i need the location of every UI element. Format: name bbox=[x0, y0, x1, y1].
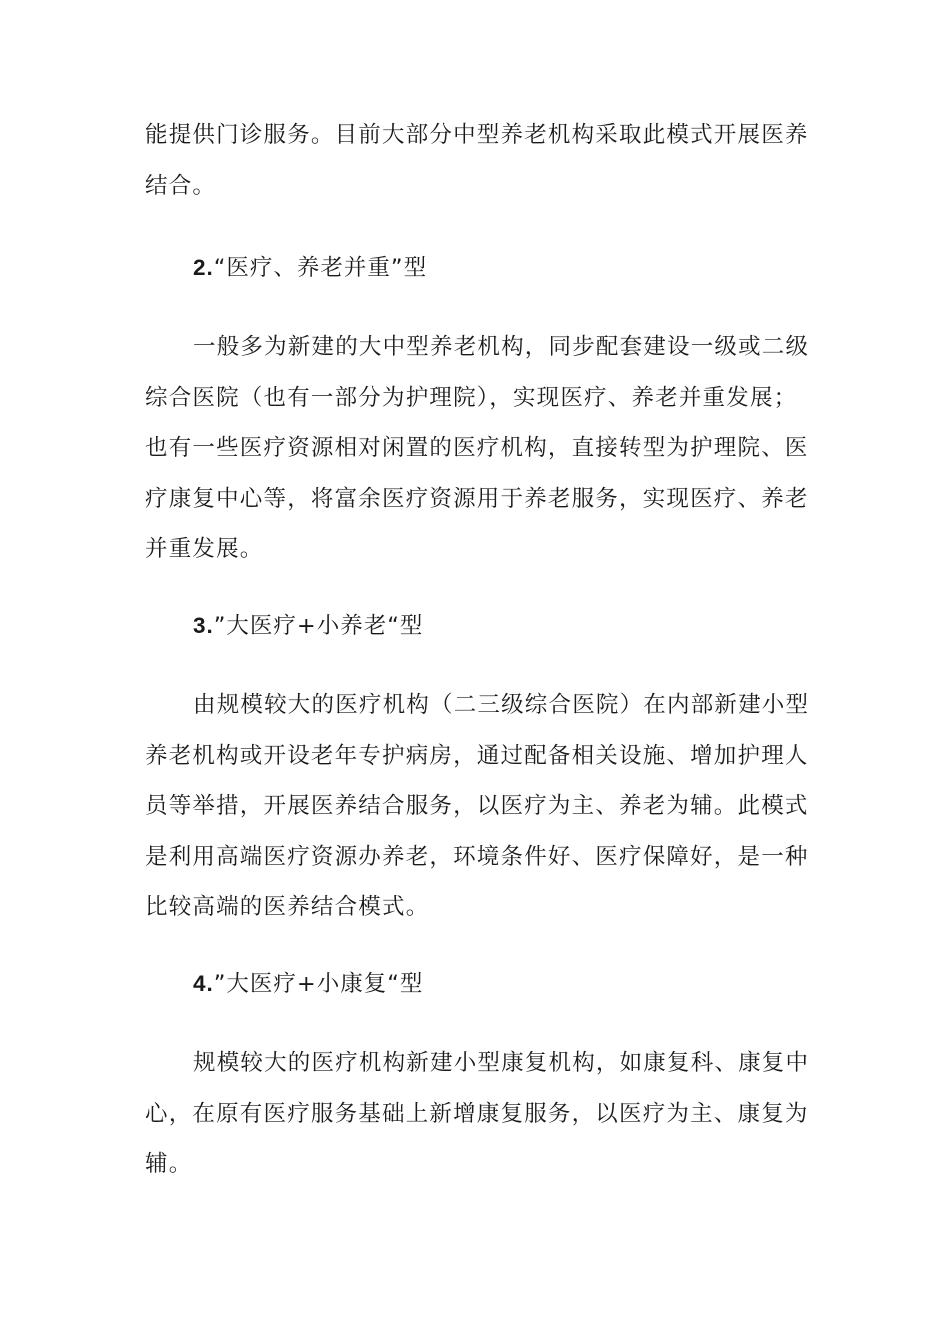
paragraph-line: 并重发展。 bbox=[145, 536, 264, 562]
paragraph-line: 一般多为新建的大中型养老机构，同步配套建设一级或二级 bbox=[193, 334, 810, 360]
section-heading-2 bbox=[193, 248, 427, 288]
paragraph-2 bbox=[145, 322, 810, 575]
section-heading-4 bbox=[193, 964, 423, 1004]
paragraph-line: 养老机构或开设老年专护病房，通过配备相关设施、增加护理人 bbox=[145, 742, 809, 769]
paragraph-line: 比较高端的医养结合模式。 bbox=[145, 894, 430, 920]
section-heading-3 bbox=[193, 606, 423, 646]
paragraph-line: 疗康复中心等，将富余医疗资源用于养老服务，实现医疗、养老 bbox=[145, 485, 809, 512]
section-title: “医疗、养老并重”型 bbox=[213, 255, 428, 281]
paragraph-line: 是利用高端医疗资源办养老，环境条件好、医疗保障好，是一种 bbox=[145, 843, 809, 870]
section-title: ”大医疗+小康复“型 bbox=[213, 971, 424, 997]
section-number: 4. bbox=[193, 971, 214, 996]
paragraph-line: 由规模较大的医疗机构（二三级综合医院）在内部新建小型 bbox=[193, 692, 810, 718]
paragraph-line: 辅。 bbox=[145, 1151, 193, 1177]
paragraph-line: 员等举措，开展医养结合服务，以医疗为主、养老为辅。此模式 bbox=[145, 793, 809, 819]
paragraph-1 bbox=[145, 110, 809, 211]
paragraph-line: 规模较大的医疗机构新建小型康复机构，如康复科、康复中 bbox=[193, 1050, 810, 1076]
paragraph-line: 心，在原有医疗服务基础上新增康复服务，以医疗为主、康复为 bbox=[145, 1100, 809, 1127]
paragraph-line: 也有一些医疗资源相对闲置的医疗机构，直接转型为护理院、医 bbox=[145, 435, 809, 461]
paragraph-3 bbox=[145, 680, 810, 933]
paragraph-line: 结合。 bbox=[145, 172, 217, 199]
paragraph-line: 综合医院（也有一部分为护理院），实现医疗、养老并重发展； bbox=[145, 384, 798, 411]
paragraph-line: 能提供门诊服务。目前大部分中型养老机构采取此模式开展医养 bbox=[145, 122, 809, 148]
section-title: ”大医疗+小养老“型 bbox=[213, 613, 424, 639]
section-number: 2. bbox=[193, 255, 214, 280]
section-number: 3. bbox=[193, 613, 214, 638]
paragraph-4 bbox=[145, 1038, 810, 1190]
